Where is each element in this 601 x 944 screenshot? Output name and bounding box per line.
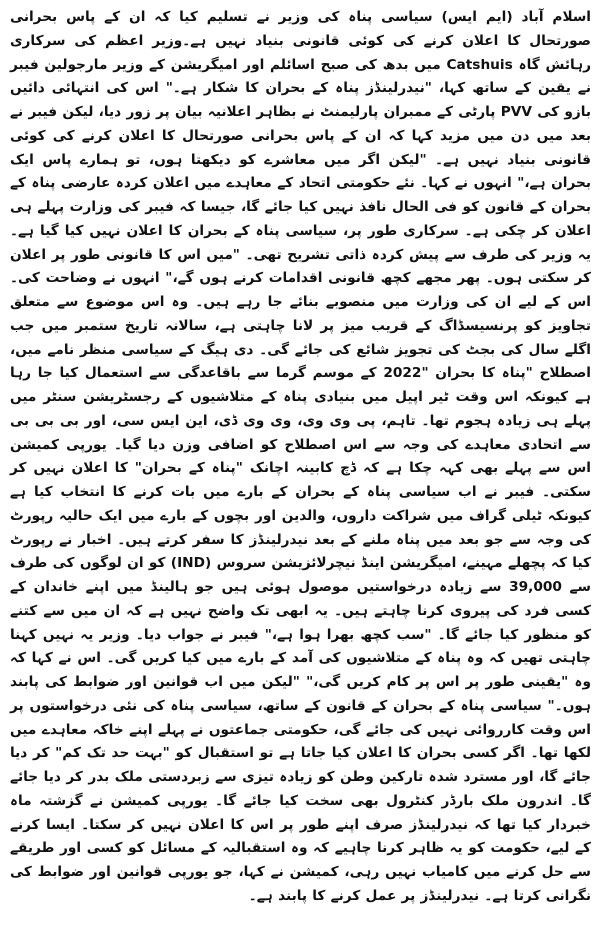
article-body-text: اسلام آباد (ایم ایس) سیاسی پناہ کی وزیر نے تسلیم کیا کہ ان کے پاس بحرانی صورتحال کا اعلان کرنے کی کوئی قانونی بنیاد نہیں ہے۔وزیر اعظم کی سرکاری رہائش گاہ Catshuis میں بدھ کی صبح اسائلم اور امیگریشن کے وزیر مارجولین فیبر نے یقین کے ساتھ کہا، "نیدرلینڈز پناہ کے بحران کا شکار ہے۔" اس کی انتہائی دائیں بازو کی PVV پارٹی کے ممبران پارلیمنٹ نے بظاہر اعلانیہ بیان پر زور دیا، لیکن فیبر نے بعد میں دن میں مزید کہا کہ ان کے پاس بحرانی صورتحال کا اعلان کرنے کی کوئی قانونی بنیاد نہیں ہے۔ "لیکن اگر میں معاشرے کو دیکھتا ہوں، تو ہمارے پاس ایک بحران ہے،" انہوں نے کہا۔ نئے حکومتی اتحاد کے معاہدے میں اعلان کردہ عارضی پناہ کے بحران کے قانون کو فی الحال نافذ نہیں کیا جائے گا، جیسا کہ فیبر کی وزارت پہلے ہی اعلان کر چکی ہے۔ سرکاری طور پر، سیاسی پناہ کے بحران کا اعلان نہیں کیا گیا ہے۔ یہ وزیر کی طرف سے پیش کردہ ذاتی تشریح تھی۔ "میں اس کا قانونی طور پر اعلان کر سکتی ہوں۔ پھر مجھے کچھ قانونی اقدامات کرنے ہوں گے،" انہوں نے وضاحت کی۔ اس کے لیے ان کی وزارت میں منصوبے بنائے جا رہے ہیں۔ وہ اس موضوع سے متعلق تجاویز کو پرنسیسڈاگ کے قریب میز پر لانا چاہتی ہے، سالانہ تاریخ ستمبر میں جب اگلے سال کی بجٹ کی تجویز شائع کی جائے گی۔ دی ہیگ کے سیاسی منظر نامے میں، اصطلاح "پناہ کا بحران "2022 کے موسم گرما سے باقاعدگی سے استعمال کیا جا رہا ہے کیونکہ اس وقت ٹیر اپیل میں بنیادی پناہ کے متلاشیوں کے رجسٹریشن سنٹر میں پہلے ہی زیادہ ہجوم تھا۔ تاہم، پی وی وی، وی وی ڈی، این ایس سی، اور بی بی بی سے اتحادی معاہدے کی وجہ سے اس اصطلاح کو اضافی وزن دیا گیا۔ یورپی کمیشن اس سے پہلے بھی کہہ چکا ہے کہ ڈچ کابینہ اچانک "پناہ کے بحران" کا اعلان نہیں کر سکتی۔ فیبر نے اب سیاسی پناہ کے بحران کے بارے میں بات کرنے کا انتخاب کیا ہے کیونکہ ٹیلی گراف میں شراکت داروں، والدین اور بچوں کے بارے میں ایک حالیہ رپورٹ کی وجہ سے جو بعد میں پناہ ملنے کے بعد نیدرلینڈز کا سفر کرتے ہیں۔ اخبار نے رپورٹ کیا کہ پچھلے مہینے، امیگریشن اینڈ نیچرلائزیشن سروس (IND) کو ان لوگوں کی طرف سے 39,000 سے زیادہ درخواستیں موصول ہوئی ہیں جو ہالینڈ میں اپنے خاندان کے کسی فرد کی پیروی کرنا چاہتے ہیں۔ یہ ابھی تک واضح نہیں ہے کہ ان میں سے کتنے کو منظور کیا جائے گا۔ "سب کچھ بھرا ہوا ہے،" فیبر نے جواب دیا۔ وزیر یہ نہیں کہنا چاہتی تھیں کہ وہ پناہ کے متلاشیوں کی آمد کے بارے میں کیا کریں گی۔ اس نے کہا کہ وہ "یقینی طور پر اس پر کام کریں گی،" "لیکن میں اب قوانین اور ضوابط کی پابند ہوں۔" سیاسی پناہ کے بحران کے قانون کے ساتھ، سیاسی پناہ کی نئی درخواستوں پر اس وقت کارروائی نہیں کی جائے گی، حکومتی جماعتوں نے پہلے اپنے خاکہ معاہدے میں لکھا تھا۔ اگر کسی بحران کا اعلان کیا جاتا ہے تو استقبال کو "بہت حد تک کم" کر دیا جائے گا، اور مسترد شدہ تارکین وطن کو زیادہ تیزی سے زبردستی ملک بدر کر دیا جائے گا۔ اندرون ملک بارڈر کنٹرول بھی سخت کیا جائے گا۔ یورپی کمیشن نے گزشتہ ماہ خبردار کیا تھا کہ نیدرلینڈز صرف اپنے طور پر اس کا اعلان نہیں کر سکتا۔ ایسا کرنے کے لیے، حکومت کو یہ ظاہر کرنا چاہیے کہ وہ استقبالیہ کے مسائل کو کسی اور طریقے سے حل کرنے میں کامیاب نہیں رہی، کمیشن نے کہا، جو یورپی قوانین اور ضوابط کی نگرانی کرتا ہے۔ نیدرلینڈز پر عمل کرنے کا پابند ہے۔ bbox=[10, 9, 591, 904]
